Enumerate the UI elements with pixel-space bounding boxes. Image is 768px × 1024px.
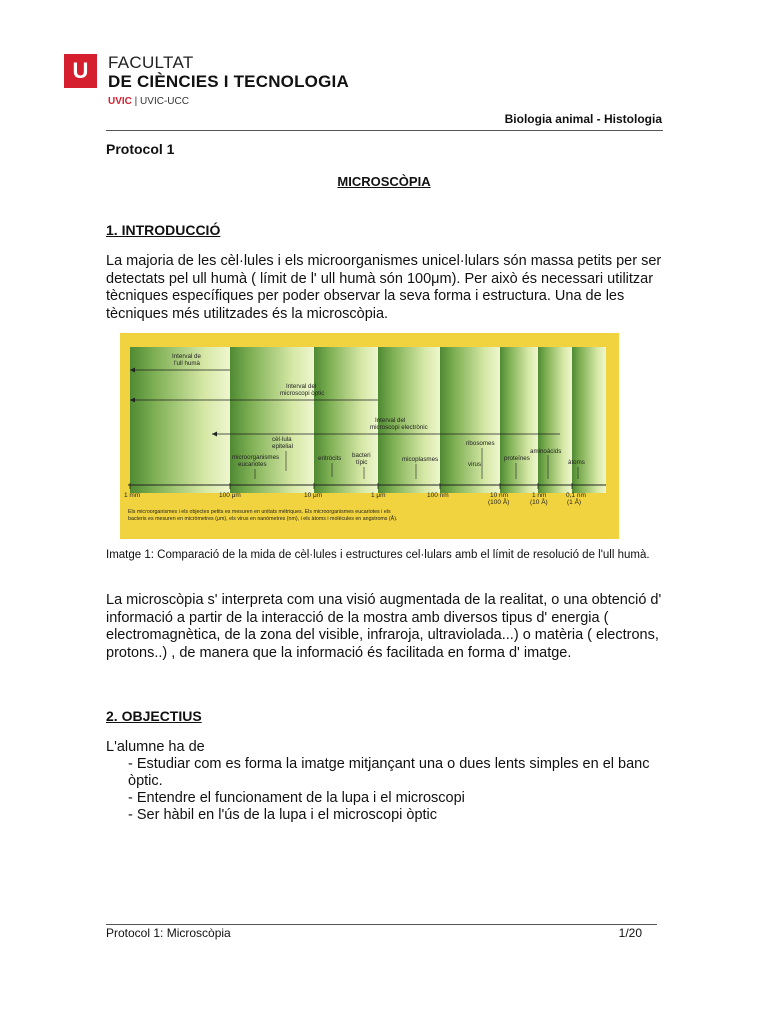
- tick-label-100um: 100 μm: [219, 492, 241, 499]
- tick-label-100A: (100 Å): [488, 499, 510, 506]
- erythrocytes-label: eritròcits: [318, 455, 342, 462]
- electron-range-label-2: microscopi electrònic: [370, 424, 428, 431]
- header-divider: [106, 130, 663, 131]
- tick-label-10nm: 10 nm: [490, 492, 509, 499]
- tick-label-1mm: 1 mm: [124, 492, 141, 499]
- amino-acids-label: aminoàcids: [530, 448, 562, 455]
- intro-heading: 1. INTRODUCCIÓ: [106, 222, 221, 238]
- optical-range-label-1: Interval del: [286, 383, 317, 390]
- uvic-rest: | UVIC-UCC: [131, 96, 189, 107]
- microscopy-paragraph: La microscòpia s' interpreta com una visió augmentada de la realitat, o una obtenció d' informació a partir de la interacció de la mostra amb diversos tipus d' energia ( electromagnètica, de la zona del visible, infraroja, ultraviolada...) o matèria ( electrons, protons..) , de manera que la informació és facilitada en forma d' imatge.: [106, 592, 662, 661]
- subject-header: Biologia animal - Histologia: [504, 112, 662, 126]
- footer-title: Protocol 1: Microscòpia: [106, 926, 231, 940]
- page-title: MICROSCÒPIA: [337, 174, 431, 189]
- figure-note-1: Els microorganismes i els objectes petits es mesuren en unitats mètriques. Els microorganismes eucariotes i els: [128, 509, 391, 515]
- intro-paragraph: La majoria de les cèl·lules i els microorganismes unicel·lulars són massa petits per ser detectats pel ull humà ( límit de l' ull humà són 100μm). Per això és necessari utilitzar tècniques específiques per poder observar la seva forma i estructura. Una de les tècniques més utilitzades és la microscòpia.: [106, 253, 662, 322]
- bacteria-label-1: bacteri: [352, 452, 371, 459]
- figure-caption: Imatge 1: Comparació de la mida de cèl·lules i estructures cel·lulars amb el límit de resolució de l'ull humà.: [106, 549, 650, 561]
- uvic-label: [108, 96, 189, 107]
- eukaryote-label-1: microorganismes: [232, 454, 280, 461]
- epithelial-label-1: cèl·lula: [272, 436, 292, 443]
- ribosomes-label: ribosomes: [466, 440, 495, 447]
- band-8: [572, 347, 606, 493]
- objective-item: - Estudiar com es forma la imatge mitjançant una o dues lents simples en el banc òptic.: [128, 756, 650, 789]
- band-6: [500, 347, 538, 493]
- virus-label: virus: [468, 461, 482, 468]
- eukaryote-label-2: eucariotes: [238, 461, 267, 468]
- eye-range-label-1: Interval de: [172, 353, 201, 360]
- proteins-label: proteïnes: [504, 455, 530, 462]
- tick-label-100nm: 100 nm: [427, 492, 449, 499]
- tick-label-1nm: 1 nm: [532, 492, 547, 499]
- band-7: [538, 347, 572, 493]
- tick-label-1um: 1 μm: [371, 492, 386, 499]
- objectives-list: [128, 756, 658, 824]
- faculty-line-2: DE CIÈNCIES I TECNOLOGIA: [108, 72, 349, 91]
- uvic-red: UVIC: [108, 96, 132, 107]
- band-1: [130, 347, 230, 493]
- optical-range-label-2: microscopi òptic: [280, 390, 325, 397]
- tick-label-1A: (1 Å): [567, 499, 582, 506]
- protocol-label: Protocol 1: [106, 141, 175, 157]
- scale-bands: [130, 347, 606, 493]
- eye-range-label-2: l'ull humà: [174, 360, 200, 367]
- tick-label-0-1nm: 0,1 nm: [566, 492, 586, 499]
- objectives-heading: 2. OBJECTIUS: [106, 708, 202, 724]
- objective-item: - Ser hàbil en l'ús de la lupa i el microscopi òptic: [128, 807, 438, 823]
- logo-letter: U: [72, 58, 89, 83]
- atoms-label: àtoms: [568, 459, 585, 466]
- band-3: [314, 347, 378, 493]
- tick-label-10A: (10 Å): [530, 499, 548, 506]
- faculty-line-1: FACULTAT: [108, 53, 194, 72]
- figure-note-2: bacteris es mesuren en micròmetres (μm), els virus en nanòmetres (nm), i els àtoms i molècules en angstroms (Å).: [128, 516, 398, 522]
- objectives-lead: L'alumne ha de: [106, 739, 205, 755]
- band-2: [230, 347, 317, 493]
- electron-range-label-1: Interval del: [375, 417, 406, 424]
- bacteria-label-2: típic: [356, 459, 368, 466]
- objective-item: - Entendre el funcionament de la lupa i el microscopi: [128, 790, 465, 806]
- size-scale-figure: [120, 333, 619, 539]
- band-5: [440, 347, 500, 493]
- page-number: 1/20: [618, 926, 642, 940]
- tick-label-10um: 10 μm: [304, 492, 323, 499]
- mycoplasma-label: micoplasmes: [402, 456, 439, 463]
- epithelial-label-2: epitelial: [272, 443, 293, 450]
- footer-divider: [106, 924, 657, 925]
